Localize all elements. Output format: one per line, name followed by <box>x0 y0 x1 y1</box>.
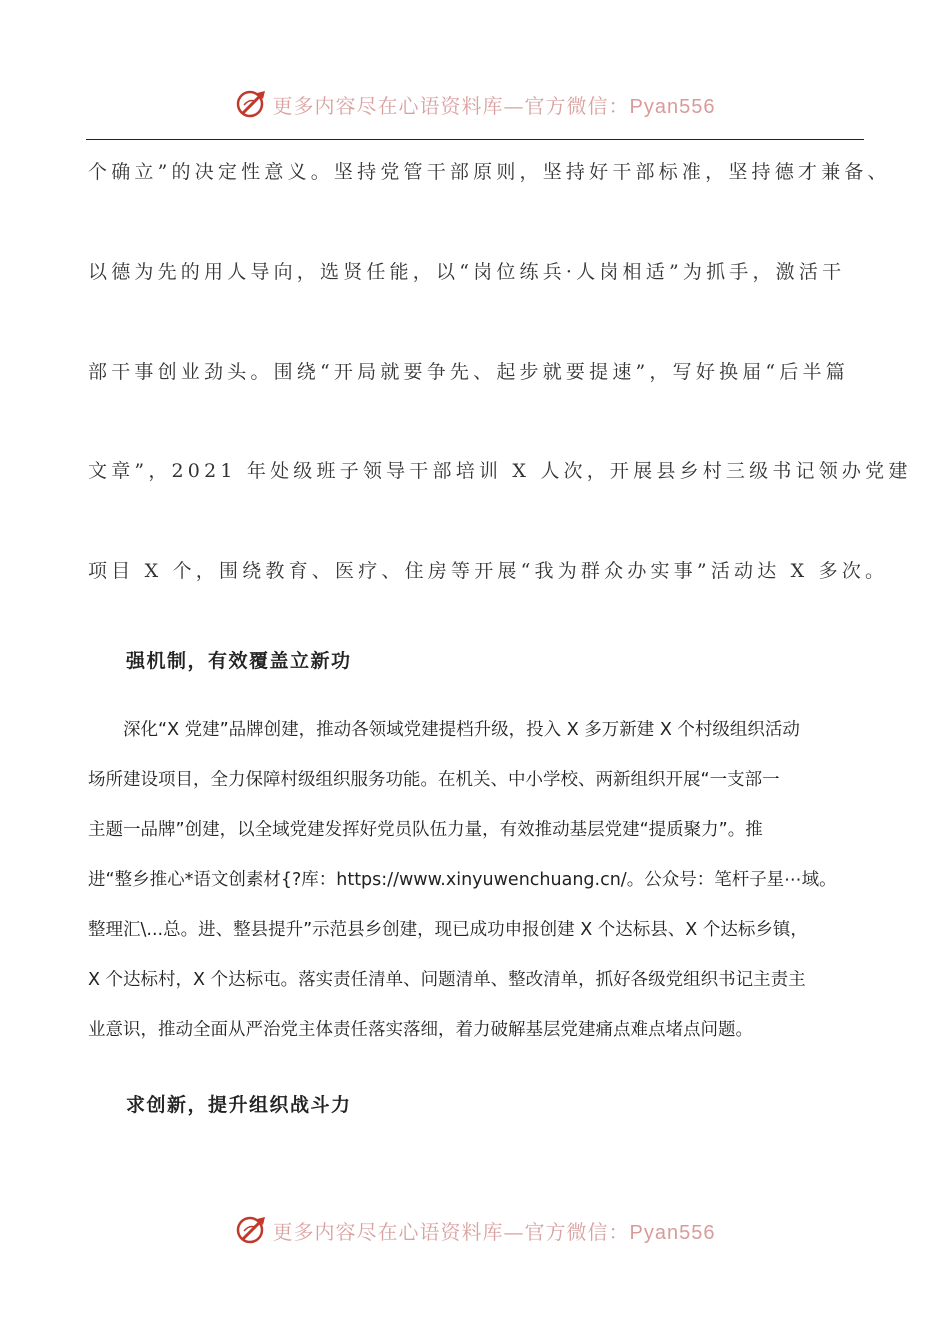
para1-line-4: 文章”，2021 年处级班子领导干部培训 X 人次，开展县乡村三级书记领办党建 <box>88 460 912 482</box>
para1-line-5: 项目 X 个，围绕教育、医疗、住房等开展“我为群众办实事”活动达 X 多次。 <box>88 560 889 582</box>
banner-text: 更多内容尽在心语资料库—官方微信：Pyan556 <box>272 1219 716 1244</box>
para2-line-4: 进“整乡推心*语文创素材{?库：https://www.xinyuwenchuang.cn/。公众号：笔杆子星⋯域。 <box>88 870 837 890</box>
header-banner <box>0 84 950 124</box>
banner-text: 更多内容尽在心语资料库—官方微信：Pyan556 <box>272 93 716 118</box>
para2-line-5: 整理汇\...总。进、整县提升”示范县乡创建，现已成功申报创建 X 个达标县、X 个达标乡镇， <box>88 920 808 940</box>
pen-logo-icon <box>235 87 269 121</box>
para2-line-7: 业意识，推动全面从严治党主体责任落实落细，着力破解基层党建痛点难点堵点问题。 <box>88 1020 753 1040</box>
para2-line-1: 深化“X 党建”品牌创建，推动各领域党建提档升级，投入 X 多万新建 X 个村级组织活动 <box>88 720 800 740</box>
header-rule <box>86 139 864 140</box>
para2-line-3: 主题一品牌”创建，以全域党建发挥好党员队伍力量，有效推动基层党建“提质聚力”。推 <box>88 820 763 840</box>
para1-line-3: 部干事创业劲头。围绕“开局就要争先、起步就要提速”，写好换届“后半篇 <box>88 361 849 383</box>
pen-logo-icon <box>235 1213 269 1247</box>
section-heading-1: 强机制，有效覆盖立新功 <box>126 650 352 672</box>
para1-line-2: 以德为先的用人导向，选贤任能，以“岗位练兵·人岗相适”为抓手，激活干 <box>88 261 846 283</box>
para2-line-6: X 个达标村，X 个达标屯。落实责任清单、问题清单、整改清单，抓好各级党组织书记主责主 <box>88 970 806 990</box>
wechat-id: Pyan556 <box>629 95 716 118</box>
para1-line-1: 个确立”的决定性意义。坚持党管干部原则，坚持好干部标准，坚持德才兼备、 <box>88 161 891 183</box>
footer-banner <box>0 1210 950 1250</box>
section-heading-2: 求创新，提升组织战斗力 <box>126 1094 352 1116</box>
wechat-id: Pyan556 <box>629 1221 716 1244</box>
para2-line-2: 场所建设项目，全力保障村级组织服务功能。在机关、中小学校、两新组织开展“一支部一 <box>88 770 780 790</box>
